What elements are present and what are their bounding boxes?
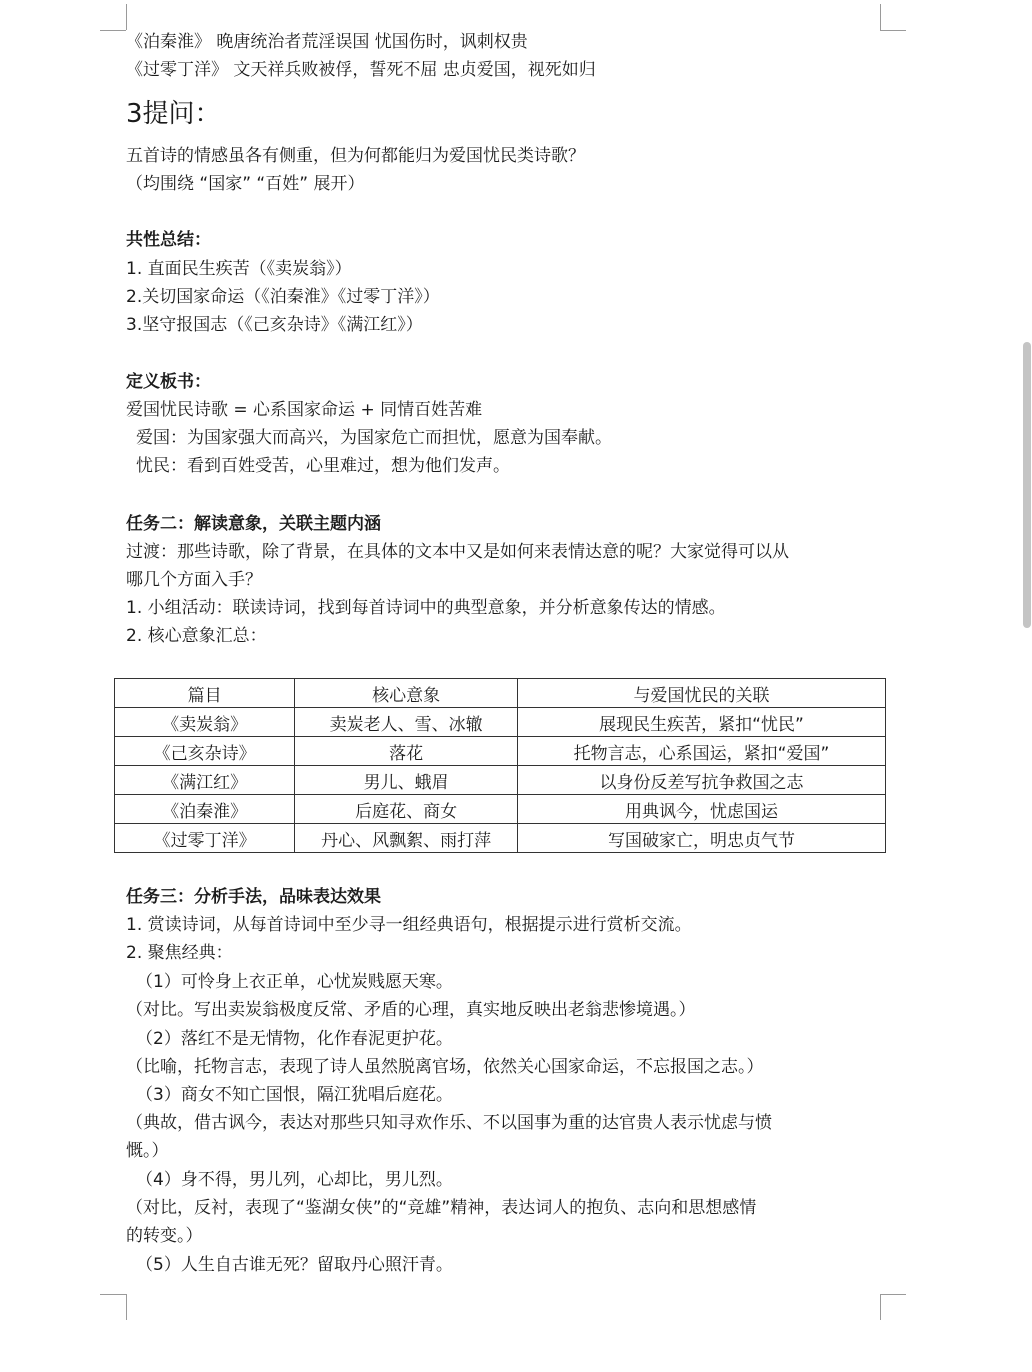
table-row — [115, 708, 886, 737]
definition-aiguo: 爱国：为国家强大而高兴，为国家危亡而担忧，愿意为国奉献。 — [136, 428, 612, 448]
task2-title: 任务二：解读意象，关联主题内涵 — [126, 514, 381, 534]
cell-imagery: 男儿、蛾眉 — [295, 766, 518, 795]
task2-transition: 哪几个方面入手？ — [126, 570, 262, 590]
column-header-imagery: 核心意象 — [295, 679, 518, 708]
definition-title: 定义板书： — [126, 372, 211, 392]
cell-imagery: 落花 — [295, 737, 518, 766]
commonality-item: 2.关切国家命运（《泊秦淮》《过零丁洋》） — [126, 287, 440, 307]
task2-step: 2. 核心意象汇总： — [126, 626, 267, 646]
classic-line: （2）落红不是无情物，化作春泥更护花。 — [136, 1029, 453, 1049]
table-row — [115, 737, 886, 766]
column-header-title: 篇目 — [115, 679, 295, 708]
cell-title: 《己亥杂诗》 — [115, 737, 295, 766]
cell-relation: 写国破家亡，明忠贞气节 — [517, 824, 885, 853]
scrollbar-thumb[interactable] — [1023, 342, 1031, 628]
question-hint: （均围绕 “国家” “百姓” 展开） — [126, 174, 365, 194]
classic-analysis: （典故，借古讽今，表达对那些只知寻欢作乐、不以国事为重的达官贵人表示忧虑与愤 — [126, 1113, 772, 1133]
classic-line: （4）身不得，男儿列，心却比，男儿烈。 — [136, 1170, 453, 1190]
table-row — [115, 824, 886, 853]
classic-analysis: （对比。写出卖炭翁极度反常、矛盾的心理，真实地反映出老翁悲惨境遇。） — [126, 1000, 696, 1020]
commonality-title: 共性总结： — [126, 230, 211, 250]
classic-analysis: 的转变。） — [126, 1226, 203, 1246]
task2-step: 1. 小组活动：联读诗词，找到每首诗词中的典型意象，并分析意象传达的情感。 — [126, 598, 726, 618]
classic-analysis: 慨。） — [126, 1141, 169, 1161]
task2-transition: 过渡：那些诗歌，除了背景，在具体的文本中又是如何来表情达意的呢？大家觉得可以从 — [126, 542, 789, 562]
definition-youmin: 忧民：看到百姓受苦，心里难过，想为他们发声。 — [136, 456, 510, 476]
core-imagery-table — [114, 678, 886, 853]
cell-title: 《过零丁洋》 — [115, 824, 295, 853]
crop-mark-bottom-right — [880, 1294, 881, 1320]
section-heading: 3提问： — [126, 99, 221, 129]
commonality-item: 1. 直面民生疾苦（《卖炭翁》） — [126, 259, 352, 279]
crop-mark-top-right-h — [880, 30, 906, 31]
classic-analysis: （对比，反衬，表现了“鉴湖女侠”的“竞雄”精神，表达词人的抱负、志向和思想感情 — [126, 1198, 757, 1218]
task3-step: 1. 赏读诗词，从每首诗词中至少寻一组经典语句，根据提示进行赏析交流。 — [126, 915, 692, 935]
definition-formula: 爱国忧民诗歌 = 心系国家命运 + 同情百姓苦难 — [126, 400, 483, 420]
cell-imagery: 后庭花、商女 — [295, 795, 518, 824]
question-text: 五首诗的情感虽各有侧重，但为何都能归为爱国忧民类诗歌？ — [126, 146, 585, 166]
cell-relation: 用典讽今，忧虑国运 — [517, 795, 885, 824]
cell-title: 《满江红》 — [115, 766, 295, 795]
task3-step: 2. 聚焦经典： — [126, 943, 233, 963]
column-header-relation: 与爱国忧民的关联 — [517, 679, 885, 708]
cell-imagery: 丹心、风飘絮、雨打萍 — [295, 824, 518, 853]
table-row — [115, 766, 886, 795]
classic-line: （1）可怜身上衣正单，心忧炭贱愿天寒。 — [136, 972, 453, 992]
crop-mark-top-right — [880, 4, 881, 30]
cell-imagery: 卖炭老人、雪、冰辙 — [295, 708, 518, 737]
crop-mark-top-left-h — [100, 30, 126, 31]
commonality-item: 3.坚守报国志（《己亥杂诗》《满江红》） — [126, 315, 423, 335]
classic-analysis: （比喻，托物言志，表现了诗人虽然脱离官场，依然关心国家命运，不忘报国之志。） — [126, 1057, 764, 1077]
poem-summary-line: 《泊秦淮》 晚唐统治者荒淫误国 忧国伤时，讽刺权贵 — [126, 32, 528, 52]
classic-line: （3）商女不知亡国恨，隔江犹唱后庭花。 — [136, 1085, 453, 1105]
classic-line: （5）人生自古谁无死？留取丹心照汗青。 — [136, 1255, 453, 1275]
table-header-row — [115, 679, 886, 708]
cell-title: 《卖炭翁》 — [115, 708, 295, 737]
vertical-scrollbar[interactable] — [1022, 0, 1032, 1372]
crop-mark-bottom-left — [126, 1294, 127, 1320]
table-row — [115, 795, 886, 824]
crop-mark-top-left — [126, 4, 127, 30]
poem-summary-line: 《过零丁洋》 文天祥兵败被俘，誓死不屈 忠贞爱国，视死如归 — [126, 60, 596, 80]
cell-relation: 展现民生疾苦，紧扣“忧民” — [517, 708, 885, 737]
crop-mark-bottom-right-h — [880, 1294, 906, 1295]
cell-relation: 以身份反差写抗争救国之志 — [517, 766, 885, 795]
task3-title: 任务三：分析手法，品味表达效果 — [126, 887, 381, 907]
cell-relation: 托物言志，心系国运，紧扣“爱国” — [517, 737, 885, 766]
crop-mark-bottom-left-h — [100, 1294, 126, 1295]
cell-title: 《泊秦淮》 — [115, 795, 295, 824]
